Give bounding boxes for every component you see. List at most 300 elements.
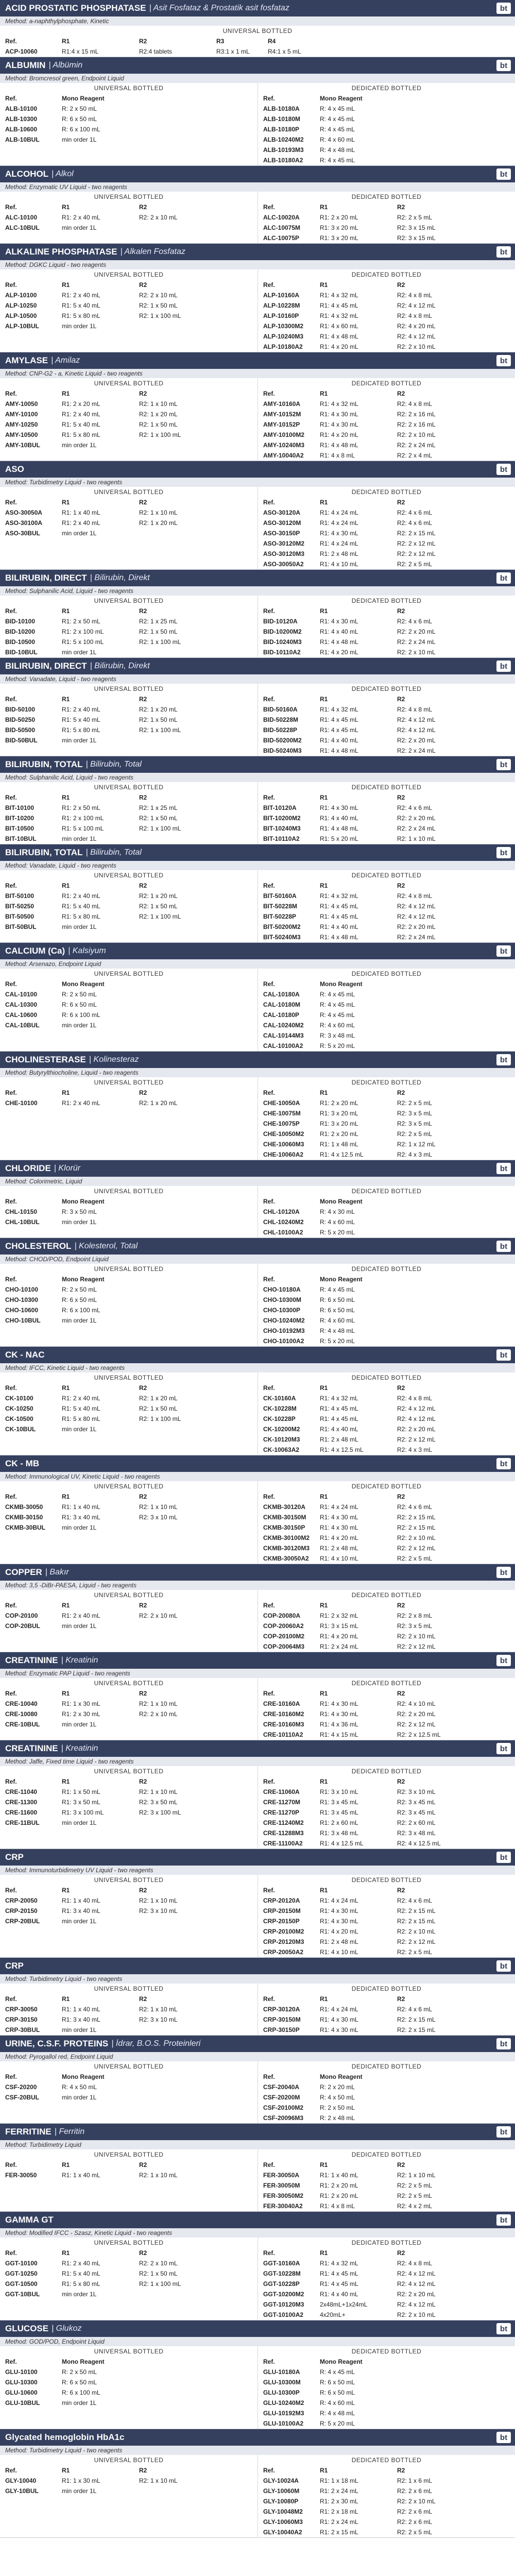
section-header bbox=[0, 352, 515, 369]
cell-r1: R1: 2 x 20 mL bbox=[320, 2182, 358, 2189]
cell-r1: R: 4 x 50 mL bbox=[320, 2094, 355, 2101]
header-ref: Ref. bbox=[5, 607, 17, 615]
cell-r1: R1: 4 x 45 mL bbox=[320, 726, 358, 734]
product-row bbox=[0, 1611, 258, 1621]
header-r1: R1 bbox=[320, 2161, 328, 2168]
product-row bbox=[258, 2191, 515, 2201]
header-ref: Ref. bbox=[263, 2358, 275, 2365]
universal-column bbox=[0, 269, 258, 352]
column-header-row bbox=[258, 1088, 515, 1098]
cell-r1: min order 1L bbox=[62, 1819, 97, 1826]
product-row bbox=[0, 647, 258, 657]
header-r1: R1 bbox=[320, 794, 328, 801]
cell-r1: R: 4 x 45 mL bbox=[320, 126, 355, 133]
cell-r1: R1: 4 x 32 mL bbox=[320, 312, 358, 319]
header-r1: R1 bbox=[62, 1887, 70, 1894]
product-section bbox=[0, 352, 515, 461]
product-row bbox=[258, 518, 515, 528]
cell-ref: CAL-10BUL bbox=[5, 1022, 40, 1029]
section-subtitle: | Bilirubin, Direkt bbox=[90, 662, 150, 670]
cell-ref: GLY-10060M3 bbox=[263, 2518, 303, 2526]
product-row bbox=[0, 46, 515, 57]
cell-r2: R2: 2 x 15 mL bbox=[397, 530, 436, 537]
cell-r1: R1: 4 x 36 mL bbox=[320, 1721, 358, 1728]
cell-r1: R1: 2 x 48 mL bbox=[320, 1545, 358, 1552]
cell-ref: ALC-10100 bbox=[5, 214, 38, 221]
cell-ref: AMY-10100M2 bbox=[263, 431, 305, 438]
cell-ref: BIT-50200M2 bbox=[263, 923, 301, 930]
universal-column bbox=[0, 1264, 258, 1346]
cell-ref: CHO-10100 bbox=[5, 1286, 39, 1293]
cell-ref: ALB-10180A2 bbox=[263, 157, 303, 164]
product-row bbox=[258, 1926, 515, 1937]
cell-r2: R2: 2 x 20 mL bbox=[397, 737, 436, 744]
cell-r1: R: 2 x 48 mL bbox=[320, 2114, 355, 2122]
header-r2: R2 bbox=[139, 1887, 147, 1894]
header-r1: R1 bbox=[62, 499, 70, 506]
cell-r2: R2: 2 x 10 mL bbox=[397, 431, 436, 438]
product-row bbox=[0, 1098, 258, 1108]
section-header bbox=[0, 2036, 515, 2052]
column-header-row bbox=[0, 2072, 258, 2082]
dedicated-title: DEDICATED BOTTLED bbox=[351, 872, 422, 879]
product-row bbox=[0, 1305, 258, 1315]
universal-title: UNIVERSAL BOTTLED bbox=[94, 970, 164, 977]
cell-r1: R1: 4 x 10 mL bbox=[320, 1948, 358, 1956]
cell-r2: R2: 3 x 100 mL bbox=[139, 1809, 181, 1816]
product-row bbox=[258, 419, 515, 430]
cell-ref: CRE-10110A2 bbox=[263, 1731, 303, 1738]
header-ref: Ref. bbox=[5, 2161, 17, 2168]
cell-ref: GLY-10BUL bbox=[5, 2487, 39, 2495]
product-row bbox=[0, 1414, 258, 1424]
cell-r2: R2: 2 x 12 mL bbox=[397, 1643, 436, 1650]
product-row bbox=[0, 419, 258, 430]
product-section bbox=[0, 1238, 515, 1347]
product-row bbox=[258, 1149, 515, 1160]
cell-ref: ALC-10BUL bbox=[5, 224, 40, 231]
cell-ref: BID-50240M3 bbox=[263, 747, 302, 754]
cell-r2: R2: 4 x 6 mL bbox=[397, 509, 433, 516]
column-header-row bbox=[0, 2248, 258, 2258]
product-row bbox=[0, 1797, 258, 1807]
bt-logo-icon: bt bbox=[496, 660, 511, 672]
cell-r1: R1: 1 x 50 mL bbox=[62, 1788, 100, 1795]
universal-column bbox=[0, 1875, 258, 1957]
section-title: BILIRUBIN, DIRECT bbox=[5, 661, 87, 671]
cell-ref: ALB-10180M bbox=[263, 115, 301, 123]
product-section bbox=[0, 756, 515, 844]
section-header bbox=[0, 1849, 515, 1866]
dedicated-title: DEDICATED BOTTLED bbox=[351, 84, 422, 92]
product-row bbox=[0, 704, 258, 715]
product-row bbox=[258, 1108, 515, 1118]
cell-ref: CRP-20120M3 bbox=[263, 1938, 304, 1945]
section-header bbox=[0, 2429, 515, 2446]
universal-column bbox=[0, 2149, 258, 2211]
column-header-row bbox=[258, 1492, 515, 1502]
universal-column bbox=[0, 1590, 258, 1652]
dedicated-column bbox=[258, 684, 515, 756]
product-section bbox=[0, 2320, 515, 2429]
product-section bbox=[0, 1958, 515, 2036]
dedicated-column bbox=[258, 1372, 515, 1455]
product-row bbox=[258, 538, 515, 549]
column-header-row bbox=[258, 792, 515, 803]
cell-ref: CAL-10180P bbox=[263, 1011, 300, 1019]
cell-r1: R: 4 x 45 mL bbox=[320, 991, 355, 998]
cell-ref: BID-50200M2 bbox=[263, 737, 302, 744]
cell-ref: CRP-30150M bbox=[263, 2016, 301, 2023]
cell-ref: BID-10100 bbox=[5, 618, 36, 625]
method-line: Method: GOD/POD, Endpoint Liquid bbox=[0, 2337, 515, 2346]
header-r1: R1 bbox=[320, 281, 328, 289]
column-header-row bbox=[258, 2160, 515, 2170]
product-row bbox=[258, 932, 515, 942]
product-row bbox=[0, 2486, 258, 2496]
cell-ref: BIT-50240M3 bbox=[263, 934, 301, 941]
cell-r1: R: 6 x 50 mL bbox=[62, 1001, 97, 1008]
section-header bbox=[0, 244, 515, 260]
bottled-columns bbox=[0, 596, 515, 657]
product-row bbox=[258, 1010, 515, 1020]
cell-r1: R1: 5 x 100 mL bbox=[62, 638, 104, 646]
cell-r1: R1: 1 x 40 mL bbox=[320, 2172, 358, 2179]
cell-r1: R: 2 x 20 mL bbox=[320, 2083, 355, 2091]
product-row bbox=[258, 715, 515, 725]
cell-ref: CK-10063A2 bbox=[263, 1446, 300, 1453]
product-row bbox=[0, 2367, 258, 2377]
universal-title: UNIVERSAL BOTTLED bbox=[94, 1265, 164, 1273]
cell-ref: CHO-10300M bbox=[263, 1296, 302, 1303]
cell-ref: CHE-10050M2 bbox=[263, 1130, 304, 1138]
product-row bbox=[258, 637, 515, 647]
cell-r1: R1: 4 x 48 mL bbox=[320, 934, 358, 941]
cell-r1: R1: 2 x 40 mL bbox=[62, 1612, 100, 1619]
section-header bbox=[0, 1238, 515, 1255]
cell-ref: CHO-10240M2 bbox=[263, 1317, 305, 1324]
cell-ref: CK-10200M2 bbox=[263, 1426, 300, 1433]
header-r2: R2 bbox=[139, 882, 147, 889]
header-r2: R2 bbox=[139, 2467, 147, 2474]
cell-ref: BID-50100 bbox=[5, 706, 36, 713]
cell-r1: R1: 3 x 40 mL bbox=[62, 1514, 100, 1521]
cell-ref: BID-10200M2 bbox=[263, 628, 302, 635]
product-row bbox=[258, 989, 515, 999]
product-row bbox=[258, 616, 515, 626]
cell-ref: GLY-10080P bbox=[263, 2498, 299, 2505]
product-row bbox=[258, 1838, 515, 1849]
cell-ref: ALP-10160A bbox=[263, 292, 300, 299]
cell-r1: R1: 4 x 24 mL bbox=[320, 519, 358, 527]
cell-r1: R1: 4 x 32 mL bbox=[320, 2260, 358, 2267]
cell-ref: CRE-10BUL bbox=[5, 1721, 40, 1728]
cell-r2: R2: 4 x 12 mL bbox=[397, 2301, 436, 2308]
header-r1: Mono Reagent bbox=[320, 1276, 363, 1283]
product-row bbox=[0, 2289, 258, 2299]
header-r1: R1 bbox=[62, 2249, 70, 2257]
cell-ref: CRP-30050 bbox=[5, 2006, 38, 2013]
cell-ref: BIT-50228P bbox=[263, 913, 297, 920]
product-row bbox=[0, 2377, 258, 2387]
product-row bbox=[258, 1787, 515, 1797]
cell-r1: R1: 2 x 15 mL bbox=[320, 2529, 358, 2536]
header-ref: Ref. bbox=[5, 1276, 17, 1283]
cell-ref: GLU-10300P bbox=[263, 2389, 300, 2396]
cell-r1: R1: 2 x 40 mL bbox=[62, 519, 100, 527]
method-line: Method: Turbidimetry Liquid - two reagents bbox=[0, 1974, 515, 1984]
dedicated-column bbox=[258, 192, 515, 243]
cell-r1: R: 3 x 48 mL bbox=[320, 1032, 355, 1039]
cell-ref: CHO-10600 bbox=[5, 1307, 39, 1314]
cell-ref: GGT-10BUL bbox=[5, 2291, 40, 2298]
product-row bbox=[0, 430, 258, 440]
cell-r1: R1: 2 x 40 mL bbox=[62, 292, 100, 299]
section-title: URINE, C.S.F. PROTEINS bbox=[5, 2039, 109, 2048]
cell-ref: GGT-10500 bbox=[5, 2280, 38, 2287]
cell-r2: R2: 4 x 3 mL bbox=[397, 1151, 433, 1158]
cell-r2: R2: 2 x 15 mL bbox=[397, 2016, 436, 2023]
cell-r1: R1: 4 x 32 mL bbox=[320, 706, 358, 713]
section-header bbox=[0, 1652, 515, 1669]
cell-r1: R1: 4 x 30 mL bbox=[320, 530, 358, 537]
dedicated-column bbox=[258, 2346, 515, 2429]
column-header-row bbox=[258, 93, 515, 104]
cell-ref: GLU-10BUL bbox=[5, 2399, 40, 2406]
section-title: CHLORIDE bbox=[5, 1163, 51, 1173]
product-row bbox=[258, 528, 515, 538]
bottled-columns bbox=[0, 969, 515, 1051]
bt-logo-icon: bt bbox=[496, 2214, 511, 2226]
header-ref: Ref. bbox=[5, 1493, 17, 1500]
section-header bbox=[0, 943, 515, 959]
dedicated-title: DEDICATED BOTTLED bbox=[351, 2239, 422, 2246]
bottled-columns bbox=[0, 487, 515, 569]
column-header-row bbox=[258, 280, 515, 290]
cell-ref: CHL-10150 bbox=[5, 1208, 38, 1215]
cell-r1: R1: 2 x 48 mL bbox=[320, 1436, 358, 1443]
cell-r2: R2: 3 x 15 mL bbox=[397, 234, 436, 242]
header-ref: Ref. bbox=[263, 2161, 275, 2168]
cell-r2: R2: 2 x 15 mL bbox=[397, 1907, 436, 1914]
product-row bbox=[0, 803, 258, 813]
header-r1: R1 bbox=[320, 2249, 328, 2257]
cell-ref: CHL-10100A2 bbox=[263, 1229, 303, 1236]
product-row bbox=[258, 1414, 515, 1424]
column-header-row bbox=[0, 1196, 258, 1207]
cell-r2: R2: 4 x 12.5 mL bbox=[397, 1840, 441, 1847]
universal-title: UNIVERSAL BOTTLED bbox=[94, 2239, 164, 2246]
product-row bbox=[258, 911, 515, 922]
dedicated-title: DEDICATED BOTTLED bbox=[351, 685, 422, 692]
column-header-row bbox=[0, 1688, 258, 1699]
cell-r2: R2: 1 x 20 mL bbox=[139, 892, 178, 900]
cell-r1: min order 1L bbox=[62, 224, 97, 231]
cell-r2: R2: 2 x 5 mL bbox=[397, 561, 433, 568]
cell-r2: R2: 4 x 10 mL bbox=[397, 1700, 436, 1707]
cell-ref: CHO-10300P bbox=[263, 1307, 301, 1314]
cell-ref: GGT-10200M2 bbox=[263, 2291, 304, 2298]
dedicated-column bbox=[258, 870, 515, 942]
header-r2: R2 bbox=[139, 1089, 147, 1096]
cell-r1: R1: 5 x 40 mL bbox=[62, 302, 100, 309]
cell-ref: CRE-11060A bbox=[263, 1788, 300, 1795]
method-line: Method: Bromcresol green, Endpoint Liquid bbox=[0, 74, 515, 83]
cell-r2: R2: 4 x 6 mL bbox=[397, 2006, 433, 2013]
cell-ref: AMY-10500 bbox=[5, 431, 38, 438]
product-row bbox=[258, 399, 515, 409]
cell-ref: BID-50160A bbox=[263, 706, 298, 713]
universal-title: UNIVERSAL BOTTLED bbox=[94, 193, 164, 200]
cell-ref: BID-50228M bbox=[263, 716, 299, 723]
cell-ref: AMY-10040A2 bbox=[263, 452, 304, 459]
cell-ref: GLU-10600 bbox=[5, 2389, 38, 2396]
section-subtitle: | Kreatinin bbox=[61, 1656, 98, 1665]
cell-r1: R1: 4 x 45 mL bbox=[320, 2280, 358, 2287]
cell-r1: R1: 2 x 50 mL bbox=[62, 618, 100, 625]
cell-ref: CRP-20100M2 bbox=[263, 1928, 304, 1935]
cell-ref: AMY-10160A bbox=[263, 400, 301, 408]
cell-ref: BID-10120A bbox=[263, 618, 298, 625]
header-ref: Ref. bbox=[5, 2073, 17, 2080]
cell-ref: ALP-10160P bbox=[263, 312, 299, 319]
cell-r1: R1: 2 x 40 mL bbox=[62, 1395, 100, 1402]
header-ref: Ref. bbox=[263, 980, 275, 988]
product-row bbox=[258, 1807, 515, 1818]
cell-r2: R2: 1 x 100 mL bbox=[139, 913, 181, 920]
cell-r1: R1: 4 x 12.5 mL bbox=[320, 1151, 364, 1158]
cell-ref: CRE-11300 bbox=[5, 1799, 38, 1806]
header-r1: Mono Reagent bbox=[320, 2358, 363, 2365]
cell-r1: R1: 4 x 45 mL bbox=[320, 903, 358, 910]
cell-r2: R2: 1 x 50 mL bbox=[139, 302, 178, 309]
product-row bbox=[258, 2486, 515, 2496]
cell-r1: R1: 4 x 30 mL bbox=[320, 618, 358, 625]
cell-ref: GLU-10180A bbox=[263, 2368, 300, 2376]
cell-r1: min order 1L bbox=[62, 737, 97, 744]
header-r1: R1 bbox=[62, 1602, 70, 1609]
column-header-row bbox=[258, 694, 515, 704]
cell-r1: R1: 2 x 100 mL bbox=[62, 815, 104, 822]
section-header bbox=[0, 166, 515, 182]
header-r2: R2 bbox=[139, 1995, 147, 2003]
section-header bbox=[0, 2320, 515, 2337]
column-header-row bbox=[0, 606, 258, 616]
cell-r1: R1: 4 x 8 mL bbox=[320, 452, 355, 459]
product-row bbox=[258, 124, 515, 134]
cell-r1: R1: 2 x 20 mL bbox=[320, 1099, 358, 1107]
cell-r1: R1: 4 x 24 mL bbox=[320, 1503, 358, 1511]
cell-ref: AMY-10050 bbox=[5, 400, 38, 408]
product-row bbox=[258, 1641, 515, 1652]
bt-logo-icon: bt bbox=[496, 1852, 511, 1863]
method-line: Method: Turbidimetry Liquid - two reagents bbox=[0, 2446, 515, 2455]
header-r1: Mono Reagent bbox=[62, 1198, 105, 1205]
product-row bbox=[0, 114, 258, 124]
header-ref: Ref. bbox=[263, 1198, 275, 1205]
header-ref: Ref. bbox=[263, 281, 275, 289]
dedicated-title: DEDICATED BOTTLED bbox=[351, 1079, 422, 1086]
cell-ref: BID-10110A2 bbox=[263, 649, 301, 656]
universal-column bbox=[0, 2346, 258, 2429]
cell-r2: R2: 1 x 10 mL bbox=[397, 2172, 436, 2179]
product-row bbox=[0, 715, 258, 725]
bottled-columns bbox=[0, 83, 515, 165]
cell-r1: R1: 4 x 30 mL bbox=[320, 1524, 358, 1531]
cell-r1: R1: 3 x 20 mL bbox=[320, 1120, 358, 1127]
cell-ref: ALP-10300M2 bbox=[263, 323, 304, 330]
product-row bbox=[0, 2398, 258, 2408]
cell-ref: CHE-10100 bbox=[5, 1099, 38, 1107]
cell-r1: R1:4 x 15 mL bbox=[62, 48, 99, 55]
cell-ref: CK-10100 bbox=[5, 1395, 33, 1402]
section-header bbox=[0, 2124, 515, 2140]
cell-r2: R2: 3 x 5 mL bbox=[397, 1622, 433, 1630]
product-row bbox=[258, 2014, 515, 2025]
column-header-row bbox=[0, 2160, 258, 2170]
cell-r1: R1: 5 x 40 mL bbox=[62, 1405, 100, 1412]
section-title: Glycated hemoglobin HbA1c bbox=[5, 2432, 125, 2442]
cell-r2: R2: 2 x 10 mL bbox=[397, 2498, 436, 2505]
universal-title: UNIVERSAL BOTTLED bbox=[94, 84, 164, 92]
product-row bbox=[258, 342, 515, 352]
cell-ref: ASO-30120M3 bbox=[263, 550, 305, 557]
product-section bbox=[0, 943, 515, 1052]
header-r1: R1 bbox=[320, 696, 328, 703]
cell-r2: R2: 1 x 100 mL bbox=[139, 1415, 181, 1422]
dedicated-column bbox=[258, 1590, 515, 1652]
product-row bbox=[0, 626, 258, 637]
product-row bbox=[258, 891, 515, 901]
bt-logo-icon: bt bbox=[496, 2126, 511, 2138]
cell-r2: R2: 3 x 10 mL bbox=[139, 2016, 178, 2023]
section-subtitle: | Ferritin bbox=[54, 2127, 85, 2136]
product-row bbox=[0, 1787, 258, 1797]
cell-r2: R2: 2 x 6 mL bbox=[397, 2487, 433, 2495]
cell-r2: R2: 2 x 20 mL bbox=[397, 923, 436, 930]
dedicated-column bbox=[258, 1186, 515, 1238]
cell-r2: R2: 2 x 20 mL bbox=[397, 1426, 436, 1433]
bt-logo-icon: bt bbox=[496, 168, 511, 180]
cell-r2: R2: 1 x 100 mL bbox=[139, 638, 181, 646]
bt-logo-icon: bt bbox=[496, 1743, 511, 1754]
cell-r2: R2: 2 x 15 mL bbox=[397, 2026, 436, 2033]
cell-r1: R1: 4 x 12.5 mL bbox=[320, 1840, 364, 1847]
cell-r2: R2: 4 x 20 mL bbox=[397, 323, 436, 330]
cell-r1: R1: 4 x 32 mL bbox=[320, 400, 358, 408]
product-row bbox=[258, 2004, 515, 2014]
universal-title: UNIVERSAL BOTTLED bbox=[94, 488, 164, 496]
product-row bbox=[258, 1543, 515, 1553]
bottled-columns bbox=[0, 1875, 515, 1957]
column-header-row bbox=[0, 979, 258, 989]
cell-r1: R1: 4 x 12.5 mL bbox=[320, 1446, 364, 1453]
cell-r1: R: 4 x 60 mL bbox=[320, 2399, 355, 2406]
product-section bbox=[0, 844, 515, 943]
cell-ref: BID-50500 bbox=[5, 726, 36, 734]
cell-r1: R1: 4 x 48 mL bbox=[320, 638, 358, 646]
bt-logo-icon: bt bbox=[496, 1163, 511, 1174]
product-section bbox=[0, 461, 515, 570]
cell-r1: R1: 3 x 15 mL bbox=[320, 1622, 358, 1630]
cell-r2: R2: 1 x 20 mL bbox=[139, 411, 178, 418]
dedicated-title: DEDICATED BOTTLED bbox=[351, 193, 422, 200]
header-r1: Mono Reagent bbox=[320, 980, 363, 988]
cell-r1: R1: 2 x 24 mL bbox=[320, 2487, 358, 2495]
universal-title: UNIVERSAL BOTTLED bbox=[94, 380, 164, 387]
header-ref: Ref. bbox=[5, 38, 17, 45]
cell-r1: R1: 2 x 60 mL bbox=[320, 1819, 358, 1826]
